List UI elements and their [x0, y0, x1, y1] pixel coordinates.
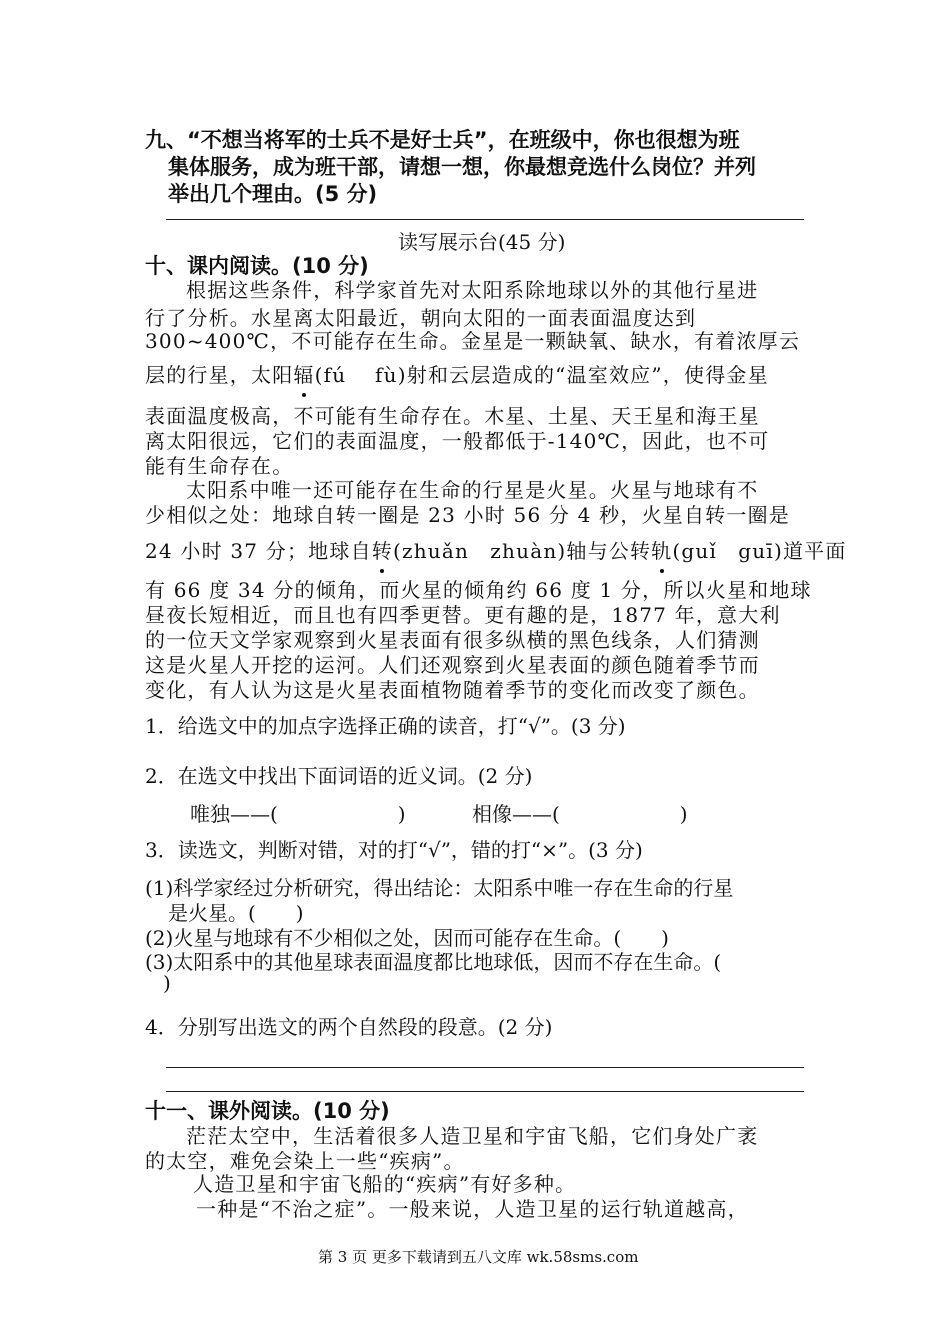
passage-line-3: 300~400℃，不可能存在生命。金星是一颗缺氧、缺水，有着浓厚云	[145, 329, 801, 353]
dotted-char-fu: 辐	[293, 359, 314, 388]
passage-line-4-a: 层的行星，太阳	[145, 363, 294, 387]
passage-line-10-a: 24 小时 37 分；地球自	[145, 539, 372, 563]
q10-sub2: 2．在选文中找出下面词语的近义词。(2 分)	[145, 764, 533, 788]
passage-line-11: 有 66 度 34 分的倾角，而火星的倾角约 66 度 1 分，所以火星和地球	[145, 578, 812, 602]
dotted-char-gui: 轨	[651, 535, 672, 564]
q10-sub3: 3．读选文，判断对错，对的打“√”，错的打“×”。(3 分)	[145, 838, 643, 862]
passage-line-14: 这是火星人开挖的运河。人们还观察到火星表面的颜色随着季节而	[145, 653, 760, 677]
q10-sub3-item3-cont: )	[163, 971, 171, 995]
q11-line-2: 的太空，难免会染上一些“疾病”。	[145, 1149, 465, 1173]
passage-line-10-c: (zhuǎn zhuàn)轴与公转	[392, 539, 652, 563]
q10-sub4: 4．分别写出选文的两个自然段的段意。(2 分)	[145, 1015, 553, 1039]
q10-heading: 十、课内阅读。(10 分)	[145, 254, 369, 278]
q10-answer-line-1[interactable]	[166, 1067, 804, 1068]
passage-line-5: 表面温度极高，不可能有生命存在。木星、土星、天王星和海王星	[145, 404, 760, 428]
passage-line-9: 少相似之处：地球自转一圈是 23 小时 56 分 4 秒，火星自转一圈是	[145, 503, 790, 527]
passage-line-4-c: (fú fù)射和云层造成的“温室效应”，使得金星	[314, 363, 769, 387]
passage-line-1: 根据这些条件，科学家首先对太阳系除地球以外的其他行星进	[186, 278, 759, 302]
passage-line-10	[145, 535, 847, 564]
q10-sub3-item1: (1)科学家经过分析研究，得出结论：太阳系中唯一存在生命的行星	[145, 876, 734, 900]
q11-line-3: 人造卫星和宇宙飞船的“疾病”有好多种。	[193, 1172, 577, 1196]
q9-line3: 举出几个理由。(5 分)	[168, 182, 378, 206]
section-title: 读写展示台(45 分)	[398, 230, 566, 254]
q9-line1: 九、“不想当将军的士兵不是好士兵”，在班级中，你也很想为班	[145, 128, 740, 152]
q10-sub3-item2[interactable]: (2)火星与地球有不少相似之处，因而可能存在生命。( )	[145, 926, 669, 950]
passage-line-7: 能有生命存在。	[145, 454, 294, 478]
q11-line-4: 一种是“不治之症”。一般来说，人造卫星的运行轨道越高，	[196, 1197, 749, 1221]
passage-line-12: 昼夜长短相近，而且也有四季更替。更有趣的是，1877 年，意大利	[145, 603, 781, 627]
passage-line-4	[145, 359, 769, 388]
passage-line-6: 离太阳很远，它们的表面温度，一般都低于-140℃，因此，也不可	[145, 429, 770, 453]
q10-answer-line-2[interactable]	[166, 1091, 804, 1092]
passage-line-2: 行了分析。水星离太阳最近，朝向太阳的一面表面温度达到	[145, 306, 697, 330]
synonym-blank-xiangxiang[interactable]: 相像——( )	[472, 802, 688, 826]
q9-line2: 集体服务，成为班干部，请想一想，你最想竞选什么岗位？并列	[168, 155, 756, 179]
q11-line-1: 茫茫太空中，生活着很多人造卫星和宇宙飞船，它们身处广袤	[186, 1124, 759, 1148]
q9-answer-line[interactable]	[166, 219, 804, 220]
q10-sub1: 1．给选文中的加点字选择正确的读音，打“√”。(3 分)	[145, 714, 626, 738]
synonym-blank-weidu[interactable]: 唯独——( )	[190, 802, 406, 826]
passage-line-13: 的一位天文学家观察到火星表面有很多纵横的黑色线条，人们猜测	[145, 628, 760, 652]
passage-line-10-e: (guǐ guī)道平面	[672, 539, 847, 563]
q10-sub3-item3[interactable]: (3)太阳系中的其他星球表面温度都比地球低，因而不存在生命。(	[145, 950, 722, 974]
q11-heading: 十一、课外阅读。(10 分)	[145, 1099, 390, 1123]
passage-line-8: 太阳系中唯一还可能存在生命的行星是火星。火星与地球有不	[186, 478, 759, 502]
page-footer: 第 3 页 更多下载请到五八文库 wk.58sms.com	[318, 1248, 639, 1266]
passage-line-15: 变化，有人认为这是火星表面植物随着季节的变化而改变了颜色。	[145, 678, 760, 702]
dotted-char-zhuan: 转	[372, 535, 393, 564]
q10-sub3-item1-cont[interactable]: 是火星。( )	[168, 901, 304, 925]
